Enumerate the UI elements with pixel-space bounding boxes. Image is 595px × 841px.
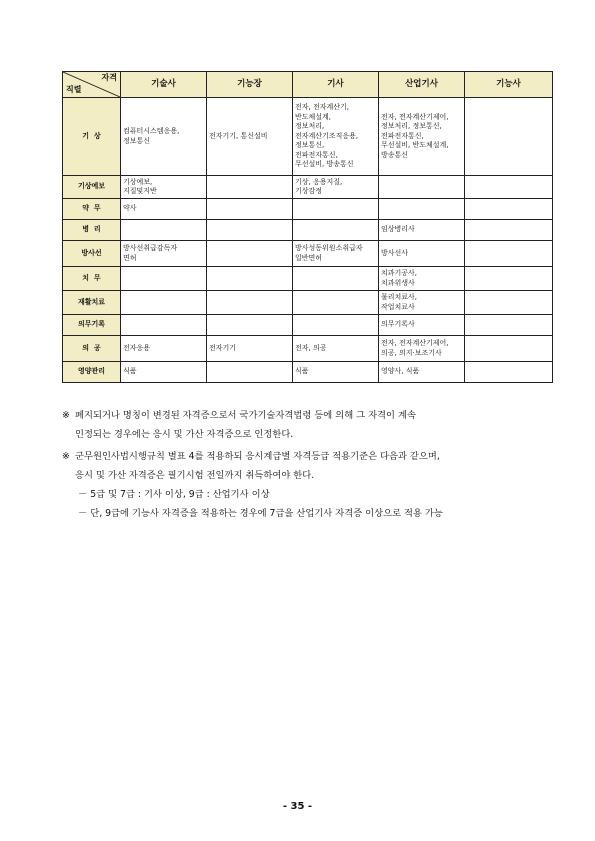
qualification-table [62, 71, 553, 383]
qualification-cell: 의무기록사 [379, 315, 465, 336]
qualification-cell [207, 241, 293, 267]
table-row [63, 220, 553, 241]
job-series-cell: 방사선 [63, 241, 121, 267]
qualification-cell [207, 199, 293, 220]
corner-header [63, 72, 121, 98]
qualification-cell [465, 315, 553, 336]
qualification-cell: 방사선사 [379, 241, 465, 267]
qualification-cell [465, 98, 553, 176]
qualification-cell [121, 315, 207, 336]
table-row [63, 98, 553, 176]
table-row [63, 267, 553, 291]
qualification-cell [207, 176, 293, 199]
note-sub-item: － 단, 9급에 기능사 자격증을 적용하는 경우에 7급을 산업기사 자격증 이상으로 적용 가능 [78, 508, 443, 519]
job-series-cell: 기 상 [63, 98, 121, 176]
qualification-cell [293, 291, 379, 315]
job-series-cell: 영양관리 [63, 362, 121, 383]
qualification-cell: 전자응용 [121, 336, 207, 362]
qualification-cell: 치과기공사, 치과위생사 [379, 267, 465, 291]
qualification-cell [207, 291, 293, 315]
qualification-cell [293, 267, 379, 291]
note-text: 인정되는 경우에는 응시 및 가산 자격증으로 인정한다. [75, 429, 294, 440]
qualification-cell: 식품 [293, 362, 379, 383]
qualification-cell [379, 176, 465, 199]
qualification-cell [293, 199, 379, 220]
note-sub-item: － 5급 및 7급 : 기사 이상, 9급 : 산업기사 이상 [78, 489, 270, 500]
qualification-cell: 전자, 전자계산기제어, 의공, 의지·보조기사 [379, 336, 465, 362]
column-header: 기술사 [121, 72, 207, 98]
qualification-cell [465, 176, 553, 199]
qualification-cell [465, 199, 553, 220]
notes-section [62, 406, 562, 523]
note-text: 폐지되거나 명칭이 변경된 자격증으로서 국가기술자격법령 등에 의해 그 자격이 계속 [75, 410, 416, 421]
corner-top-label: 자격 [101, 73, 117, 82]
qualification-cell [207, 315, 293, 336]
column-header: 기능장 [207, 72, 293, 98]
column-header: 기능사 [465, 72, 553, 98]
header-row [63, 72, 553, 98]
qualification-cell: 물리치료사, 작업치료사 [379, 291, 465, 315]
qualification-cell: 방사성동위원소취급자 일반면허 [293, 241, 379, 267]
qualification-cell [121, 220, 207, 241]
table-row [63, 199, 553, 220]
qualification-cell: 약사 [121, 199, 207, 220]
qualification-cell [465, 241, 553, 267]
qualification-cell: 기상, 응용지질, 기상감정 [293, 176, 379, 199]
qualification-cell [465, 362, 553, 383]
qualification-cell [465, 267, 553, 291]
qualification-cell [379, 199, 465, 220]
qualification-cell: 전자기기, 통신설비 [207, 98, 293, 176]
page-number: - 35 - [282, 801, 313, 812]
qualification-cell [465, 336, 553, 362]
job-series-cell: 의 공 [63, 336, 121, 362]
job-series-cell: 병 리 [63, 220, 121, 241]
corner-bottom-label: 직렬 [66, 85, 82, 95]
qualification-cell [465, 220, 553, 241]
qualification-cell [207, 220, 293, 241]
qualification-cell [465, 291, 553, 315]
table-row [63, 176, 553, 199]
job-series-cell: 기상예보 [63, 176, 121, 199]
note-mark: ※ [62, 451, 70, 462]
column-header: 기사 [293, 72, 379, 98]
job-series-cell: 재활치료 [63, 291, 121, 315]
qualification-cell: 기상예보, 지질및지반 [121, 176, 207, 199]
qualification-cell [207, 362, 293, 383]
qualification-cell: 전자, 전자계산기제어, 정보처리, 정보통신, 전파전자통신, 무선설비, 반도체설계, 방송통신 [379, 98, 465, 176]
qualification-cell: 방사선취급감독자 면허 [121, 241, 207, 267]
note-mark: ※ [62, 410, 70, 421]
qualification-cell [293, 220, 379, 241]
table-row [63, 291, 553, 315]
job-series-cell: 치 무 [63, 267, 121, 291]
qualification-cell: 식품 [121, 362, 207, 383]
column-header: 산업기사 [379, 72, 465, 98]
note-text: 군무원인사법시행규칙 별표 4를 적용하되 응시계급별 자격등급 적용기준은 다음과 같으며, [75, 451, 440, 462]
qualification-cell: 영양사, 식품 [379, 362, 465, 383]
note-2 [62, 447, 562, 485]
job-series-cell: 의무기록 [63, 315, 121, 336]
note-text: 응시 및 가산 자격증은 필기시험 전일까지 취득하여야 한다. [75, 470, 315, 481]
table-row [63, 315, 553, 336]
qualification-cell [121, 291, 207, 315]
qualification-cell: 전자, 전자계산기, 반도체설계, 정보처리, 전자계산기조직응용, 정보통신, 전파전자통신, 무선설비, 방송통신 [293, 98, 379, 176]
qualification-cell: 전자, 의공 [293, 336, 379, 362]
qualification-cell: 전자기기 [207, 336, 293, 362]
table-row [63, 336, 553, 362]
qualification-cell [121, 267, 207, 291]
job-series-cell: 약 무 [63, 199, 121, 220]
table-row [63, 362, 553, 383]
note-1 [62, 406, 562, 444]
qualification-cell: 컴퓨터시스템응용, 정보통신 [121, 98, 207, 176]
qualification-cell [293, 315, 379, 336]
qualification-cell: 임상병리사 [379, 220, 465, 241]
qualification-cell [207, 267, 293, 291]
table-row [63, 241, 553, 267]
